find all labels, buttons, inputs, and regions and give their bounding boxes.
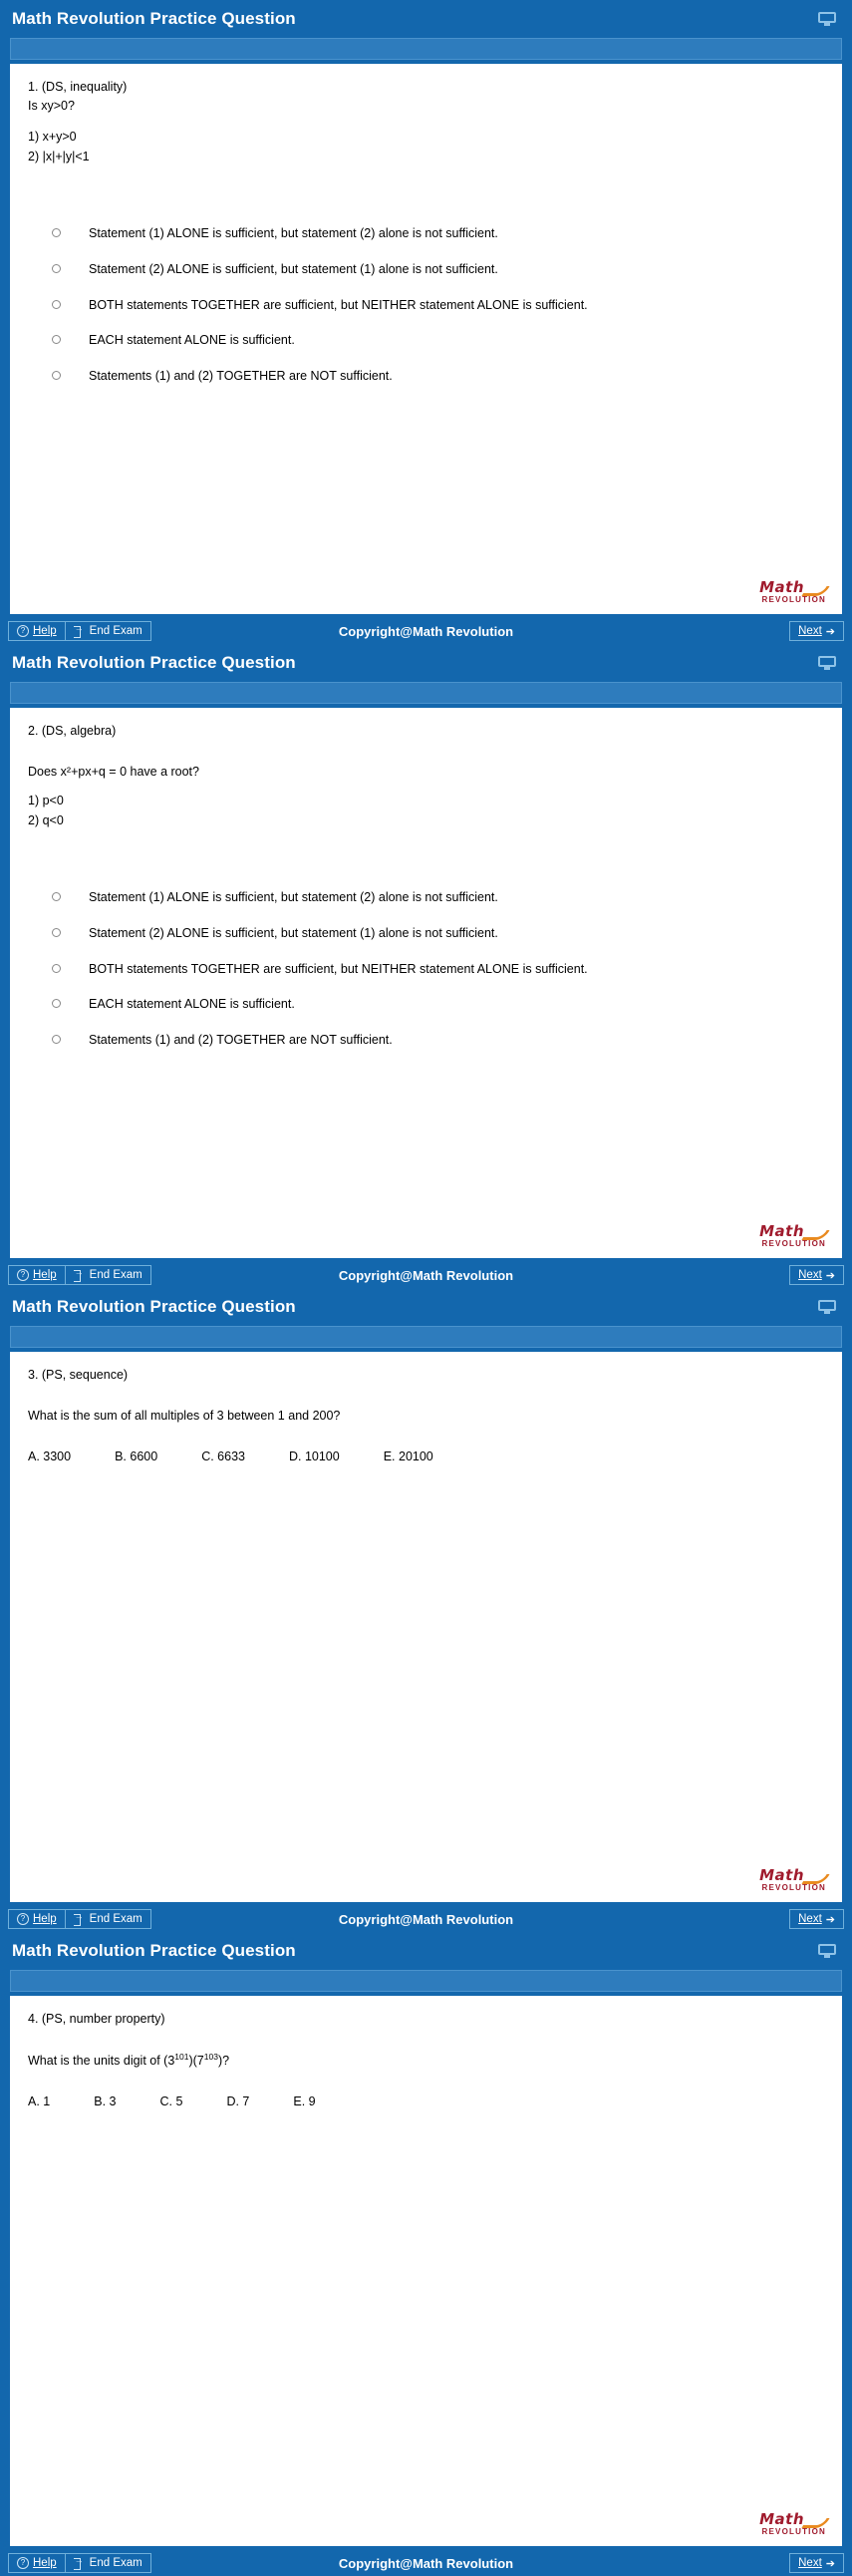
radio-icon[interactable]: [52, 228, 61, 237]
radio-icon[interactable]: [52, 371, 61, 380]
answer-choice-list-2: [28, 888, 824, 1050]
title-bar-icons-3: [818, 1300, 836, 1314]
answer-option-3-a[interactable]: A. 3300: [28, 1449, 72, 1463]
logo-text-bottom: REVOLUTION: [761, 1239, 826, 1248]
logo-text-top: Math: [759, 1222, 804, 1240]
answer-choice-label: BOTH statements TOGETHER are sufficient, but NEITHER statement ALONE is sufficient.: [89, 297, 588, 312]
answer-choice-2-b[interactable]: [28, 924, 824, 943]
title-bar-3: [0, 1288, 852, 1326]
question-number-1: 1. (DS, inequality): [28, 80, 128, 94]
toolbar-strip-1: [10, 38, 842, 60]
statement-1-2: 2) |x|+|y|<1: [28, 150, 90, 164]
radio-icon[interactable]: [52, 892, 61, 901]
answer-option-4-d[interactable]: D. 7: [226, 2093, 250, 2108]
radio-icon[interactable]: [52, 999, 61, 1008]
radio-icon[interactable]: [52, 335, 61, 344]
copyright-text: Copyright@Math Revolution: [338, 2555, 514, 2571]
arrow-right-icon: ➔: [825, 1269, 835, 1282]
answer-option-4-e[interactable]: E. 9: [293, 2093, 316, 2108]
footer-toolbar-2: [0, 1262, 852, 1288]
answer-choice-label: Statements (1) and (2) TOGETHER are NOT sufficient.: [89, 1033, 393, 1047]
question-content-3: [10, 1352, 842, 1902]
title-bar-icons-1: [818, 12, 836, 26]
question-prompt-2: Does x²+px+q = 0 have a root?: [28, 764, 199, 779]
question-content-1: [10, 64, 842, 614]
title-bar-icons-2: [818, 656, 836, 670]
monitor-icon[interactable]: [818, 1300, 836, 1314]
arrow-right-icon: ➔: [825, 2557, 835, 2570]
answer-choice-label: EACH statement ALONE is sufficient.: [89, 333, 295, 348]
question-prompt-1: Is xy>0?: [28, 98, 75, 113]
help-icon: ?: [17, 625, 29, 637]
logo-text-top: Math: [759, 2510, 804, 2528]
logo-text-bottom: REVOLUTION: [761, 1883, 826, 1892]
answer-choice-1-a[interactable]: [28, 224, 824, 243]
arrow-right-icon: ➔: [825, 1913, 835, 1926]
copyright-text: Copyright@Math Revolution: [338, 1911, 514, 1927]
help-button[interactable]: [8, 2553, 65, 2573]
title-bar-icons-4: [818, 1944, 836, 1958]
page-title: Math Revolution Practice Question: [12, 1297, 296, 1316]
question-panel-2: [0, 644, 852, 1288]
page-title: Math Revolution Practice Question: [12, 9, 296, 28]
question-panel-3: [0, 1288, 852, 1932]
radio-icon[interactable]: [52, 964, 61, 973]
answer-choice-label: BOTH statements TOGETHER are sufficient, but NEITHER statement ALONE is sufficient.: [89, 961, 588, 976]
end-exam-button[interactable]: [65, 1909, 151, 1929]
next-label: Next: [798, 1913, 822, 1925]
help-label: Help: [33, 1913, 57, 1925]
brand-logo-3: [759, 1868, 826, 1892]
answer-choice-label: Statement (2) ALONE is sufficient, but statement (1) alone is not sufficient.: [89, 261, 498, 276]
page-title: Math Revolution Practice Question: [12, 653, 296, 672]
help-icon: ?: [17, 1913, 29, 1925]
answer-choice-label: Statement (1) ALONE is sufficient, but statement (2) alone is not sufficient.: [89, 890, 498, 904]
question-prompt-3: What is the sum of all multiples of 3 between 1 and 200?: [28, 1408, 341, 1423]
arrow-right-icon: ➔: [825, 625, 835, 638]
title-bar-1: [0, 0, 852, 38]
answer-choice-label: Statement (2) ALONE is sufficient, but statement (1) alone is not sufficient.: [89, 925, 498, 940]
exit-icon: [74, 1270, 86, 1280]
end-exam-button[interactable]: [65, 1265, 151, 1285]
answer-option-list-4: [28, 2093, 824, 2111]
question-number-3: 3. (PS, sequence): [28, 1368, 129, 1382]
exit-icon: [74, 1914, 86, 1924]
end-exam-label: End Exam: [89, 1269, 142, 1281]
question-prompt-4: What is the units digit of $(3^{101})(7^{103})$?: [28, 2051, 230, 2068]
next-button[interactable]: [789, 1909, 844, 1929]
title-bar-4: [0, 1932, 852, 1970]
end-exam-button[interactable]: [65, 2553, 151, 2573]
answer-choice-2-e[interactable]: [28, 1031, 824, 1050]
answer-choice-1-d[interactable]: [28, 331, 824, 350]
next-button[interactable]: [789, 1265, 844, 1285]
answer-choice-label: Statements (1) and (2) TOGETHER are NOT sufficient.: [89, 369, 393, 383]
question-number-2: 2. (DS, algebra): [28, 724, 117, 738]
radio-icon[interactable]: [52, 1035, 61, 1044]
footer-toolbar-3: [0, 1906, 852, 1932]
logo-text-top: Math: [759, 578, 804, 596]
toolbar-strip-4: [10, 1970, 842, 1992]
question-panel-4: [0, 1932, 852, 2576]
answer-option-4-a[interactable]: A. 1: [28, 2093, 51, 2108]
help-label: Help: [33, 1269, 57, 1281]
answer-choice-label: Statement (1) ALONE is sufficient, but statement (2) alone is not sufficient.: [89, 226, 498, 240]
help-label: Help: [33, 625, 57, 637]
answer-choice-2-c[interactable]: [28, 960, 824, 979]
toolbar-strip-3: [10, 1326, 842, 1348]
radio-icon[interactable]: [52, 300, 61, 309]
answer-choice-list-1: [28, 224, 824, 386]
statement-1-1: 1) x+y>0: [28, 129, 77, 144]
copyright-text: Copyright@Math Revolution: [338, 623, 514, 639]
statement-2-2: 2) q<0: [28, 813, 64, 828]
exit-icon: [74, 2558, 86, 2568]
answer-option-3-b[interactable]: B. 6600: [115, 1449, 158, 1463]
radio-icon[interactable]: [52, 928, 61, 937]
end-exam-label: End Exam: [89, 1913, 142, 1925]
answer-choice-1-c[interactable]: [28, 296, 824, 315]
next-label: Next: [798, 1269, 822, 1281]
answer-choice-2-a[interactable]: [28, 888, 824, 907]
answer-option-list-3: [28, 1448, 824, 1466]
brand-logo-1: [759, 580, 826, 604]
swoosh-icon: [804, 2515, 826, 2527]
footer-toolbar-4: [0, 2550, 852, 2576]
brand-logo-4: [759, 2512, 826, 2536]
swoosh-icon: [804, 1871, 826, 1883]
help-icon: ?: [17, 2557, 29, 2569]
help-button[interactable]: [8, 1265, 65, 1285]
end-exam-button[interactable]: [65, 621, 151, 641]
help-label: Help: [33, 2557, 57, 2569]
answer-option-4-c[interactable]: C. 5: [159, 2093, 183, 2108]
answer-choice-2-d[interactable]: [28, 995, 824, 1014]
answer-option-3-c[interactable]: C. 6633: [201, 1449, 245, 1463]
answer-option-3-e[interactable]: E. 20100: [383, 1449, 433, 1463]
question-panel-1: [0, 0, 852, 644]
question-content-4: [10, 1996, 842, 2546]
question-number-4: 4. (PS, number property): [28, 2012, 165, 2026]
radio-icon[interactable]: [52, 264, 61, 273]
next-button[interactable]: [789, 2553, 844, 2573]
footer-toolbar-1: [0, 618, 852, 644]
swoosh-icon: [804, 1227, 826, 1239]
page-title: Math Revolution Practice Question: [12, 1941, 296, 1960]
answer-option-3-d[interactable]: D. 10100: [288, 1449, 340, 1463]
toolbar-strip-2: [10, 682, 842, 704]
answer-choice-1-e[interactable]: [28, 367, 824, 386]
answer-option-4-b[interactable]: B. 3: [94, 2093, 117, 2108]
monitor-icon[interactable]: [818, 12, 836, 26]
logo-text-bottom: REVOLUTION: [761, 2527, 826, 2536]
answer-choice-label: EACH statement ALONE is sufficient.: [89, 997, 295, 1012]
statement-2-1: 1) p<0: [28, 793, 64, 807]
title-bar-2: [0, 644, 852, 682]
monitor-icon[interactable]: [818, 656, 836, 670]
question-content-2: [10, 708, 842, 1258]
logo-text-top: Math: [759, 1866, 804, 1884]
help-button[interactable]: [8, 1909, 65, 1929]
swoosh-icon: [804, 583, 826, 595]
copyright-text: Copyright@Math Revolution: [338, 1267, 514, 1283]
next-label: Next: [798, 2557, 822, 2569]
monitor-icon[interactable]: [818, 1944, 836, 1958]
next-label: Next: [798, 625, 822, 637]
end-exam-label: End Exam: [89, 2557, 142, 2569]
answer-choice-1-b[interactable]: [28, 260, 824, 279]
exit-icon: [74, 626, 86, 636]
next-button[interactable]: [789, 621, 844, 641]
end-exam-label: End Exam: [89, 625, 142, 637]
logo-text-bottom: REVOLUTION: [761, 595, 826, 604]
brand-logo-2: [759, 1224, 826, 1248]
help-icon: ?: [17, 1269, 29, 1281]
help-button[interactable]: [8, 621, 65, 641]
